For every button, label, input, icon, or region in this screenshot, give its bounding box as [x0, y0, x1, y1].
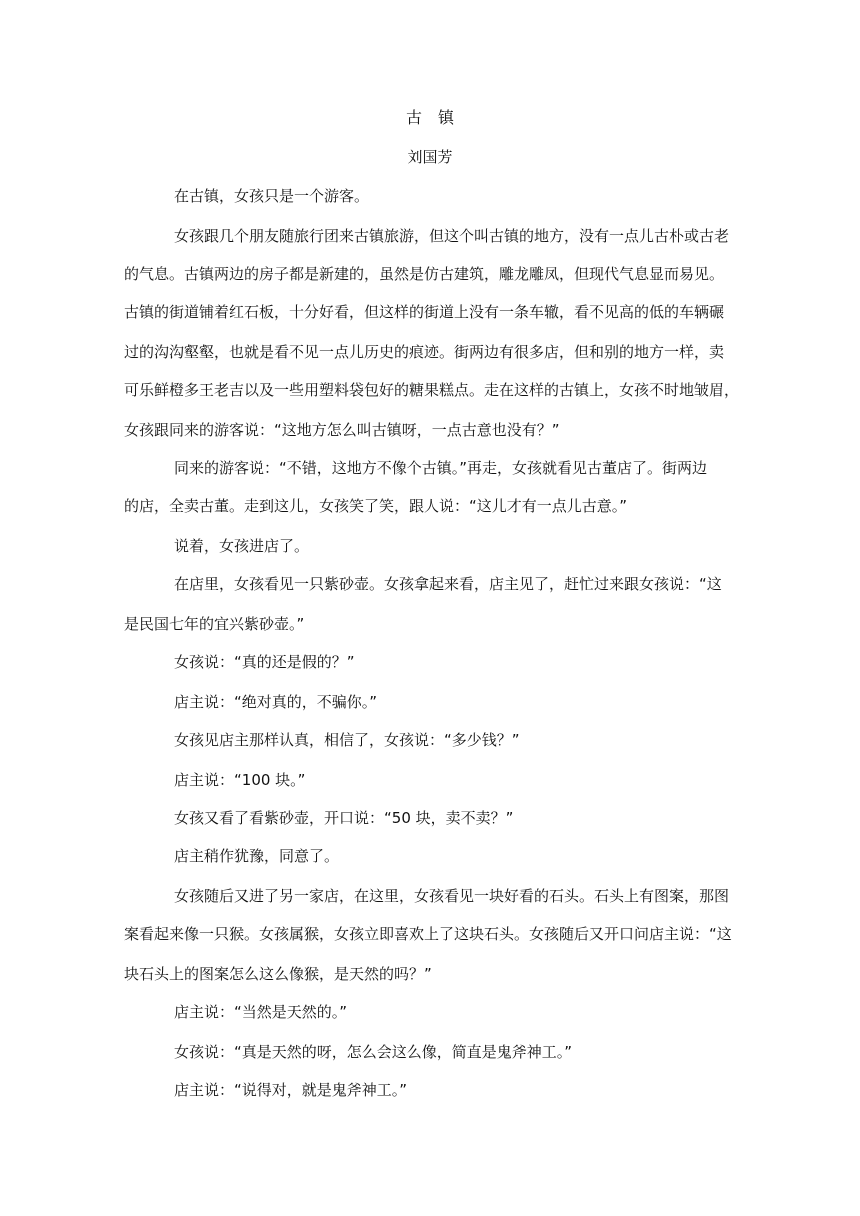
text-line: 在店里，女孩看见一只紫砂壶。女孩拿起来看，店主见了，赶忙过来跟女孩说：“这: [174, 575, 722, 593]
text-line: 可乐鲜橙多王老吉以及一些用塑料袋包好的糖果糕点。走在这样的古镇上，女孩不时地皱眉，: [124, 381, 740, 399]
text-line: 店主稍作犹豫，同意了。: [174, 847, 340, 865]
text-line: 店主说：“绝对真的，不骗你。”: [174, 693, 378, 711]
text-line: 在古镇，女孩只是一个游客。: [174, 187, 370, 205]
text-line: 的气息。古镇两边的房子都是新建的，虽然是仿古建筑，雕龙雕凤，但现代气息显而易见。: [124, 265, 725, 283]
text-line: 说着，女孩进店了。: [174, 537, 310, 555]
text-line: 女孩随后又进了另一家店，在这里，女孩看见一块好看的石头。石头上有图案，那图: [174, 887, 730, 905]
text-line: 女孩说：“真是天然的呀，怎么会这么像，简直是鬼斧神工。”: [174, 1043, 573, 1061]
document-author: 刘国芳: [407, 148, 453, 166]
text-line: 同来的游客说：“不错，这地方不像个古镇。”再走，女孩就看见古董店了。街两边: [174, 459, 708, 477]
text-line: 过的沟沟壑壑，也就是看不见一点儿历史的痕迹。街两边有很多店，但和别的地方一样，卖: [124, 343, 725, 361]
text-line: 女孩跟同来的游客说：“这地方怎么叫古镇呀，一点古意也没有？”: [124, 421, 560, 439]
text-line: 店主说：“当然是天然的。”: [174, 1003, 348, 1021]
text-line: 女孩跟几个朋友随旅行团来古镇旅游，但这个叫古镇的地方，没有一点儿古朴或古老: [174, 227, 730, 245]
text-line: 的店，全卖古董。走到这儿，女孩笑了笑，跟人说：“这儿才有一点儿古意。”: [124, 497, 628, 515]
text-line: 女孩说：“真的还是假的？”: [174, 653, 355, 671]
text-line: 古镇的街道铺着红石板，十分好看，但这样的街道上没有一条车辙，看不见高的低的车辆碾: [124, 303, 725, 321]
text-line: 案看起来像一只猴。女孩属猴，女孩立即喜欢上了这块石头。女孩随后又开口问店主说：“这: [124, 925, 732, 943]
text-line: 块石头上的图案怎么这么像猴，是天然的吗？”: [124, 965, 432, 983]
text-line: 店主说：“100 块。”: [174, 771, 306, 789]
text-line: 女孩又看了看紫砂壶，开口说：“50 块，卖不卖？”: [174, 809, 514, 827]
text-line: 是民国七年的宜兴紫砂壶。”: [124, 615, 305, 633]
text-line: 女孩见店主那样认真，相信了，女孩说：“多少钱？”: [174, 731, 520, 749]
text-line: 店主说：“说得对，就是鬼斧神工。”: [174, 1081, 408, 1099]
document-title: 古 镇: [405, 108, 454, 127]
